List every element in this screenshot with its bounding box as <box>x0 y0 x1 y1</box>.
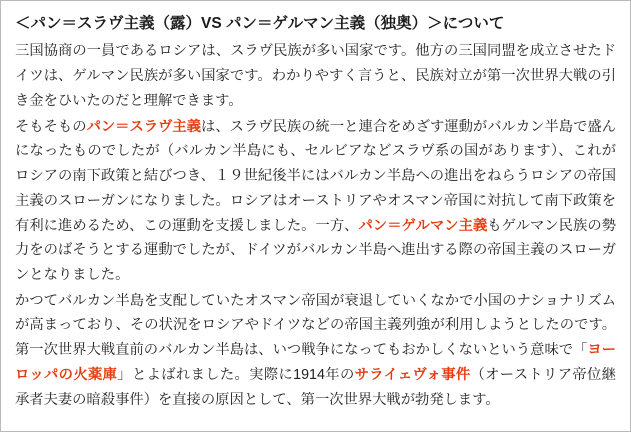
highlighted-term: サライェヴォ事件 <box>354 366 471 383</box>
text-run: そもそもの <box>15 118 87 135</box>
highlighted-term: ヨーロッパの火薬庫 <box>15 342 616 383</box>
document-body <box>15 39 616 412</box>
paragraph <box>15 115 616 288</box>
text-run: は、スラヴ民族の統一と連合をめざす運動がバルカン半島で盛んになったものでしたが（バルカン半島にも、セルビアなどスラヴ系の国があります）、これがロシアの南下政策と結びつき、１９世紀後半にはバルカン半島への進出をねらうロシアの帝国主義のスローガンになりました。ロシアはオーストリアやオスマン帝国に対抗して南下政策を有利に進めるため、この運動を支援しました。一方、 <box>15 118 617 234</box>
text-run: （オーストリア帝位継承者夫妻の暗殺事件）を直接の原因として、第一次世界大戦が勃発します。 <box>15 366 616 408</box>
paragraph <box>15 289 616 413</box>
text-run: 」とよばれました。実際に1914年の <box>117 366 355 383</box>
page-title: ＜パン＝スラヴ主義（露）VS パン＝ゲルマン主義（独奥）＞について <box>15 15 505 32</box>
text-run: 三国協商の一員であるロシアは、スラヴ民族が多い国家です。他方の三国同盟を成立させたドイツは、ゲルマン民族が多い国家です。わかりやすく言うと、民族対立が第一次世界大戦の引き金をひいたのだと理解できます。 <box>15 43 616 109</box>
highlighted-term: パン＝スラヴ主義 <box>86 118 202 135</box>
text-run: かつてバルカン半島を支配していたオスマン帝国が衰退していくなかで小国のナショナリズムが高まっており、その状況をロシアやドイツなどの帝国主義列強が利用しようとしたのです。第一次世界大戦直前のバルカン半島は、いつ戦争になってもおかしくないという意味で「 <box>15 292 616 359</box>
paragraph <box>15 39 616 113</box>
text-run: もゲルマン民族の勢力をのばそうとする運動でしたが、ドイツがバルカン半島へ進出する際の帝国主義のスローガンとなりました。 <box>15 217 616 283</box>
highlighted-term: パン＝ゲルマン主義 <box>358 217 488 234</box>
